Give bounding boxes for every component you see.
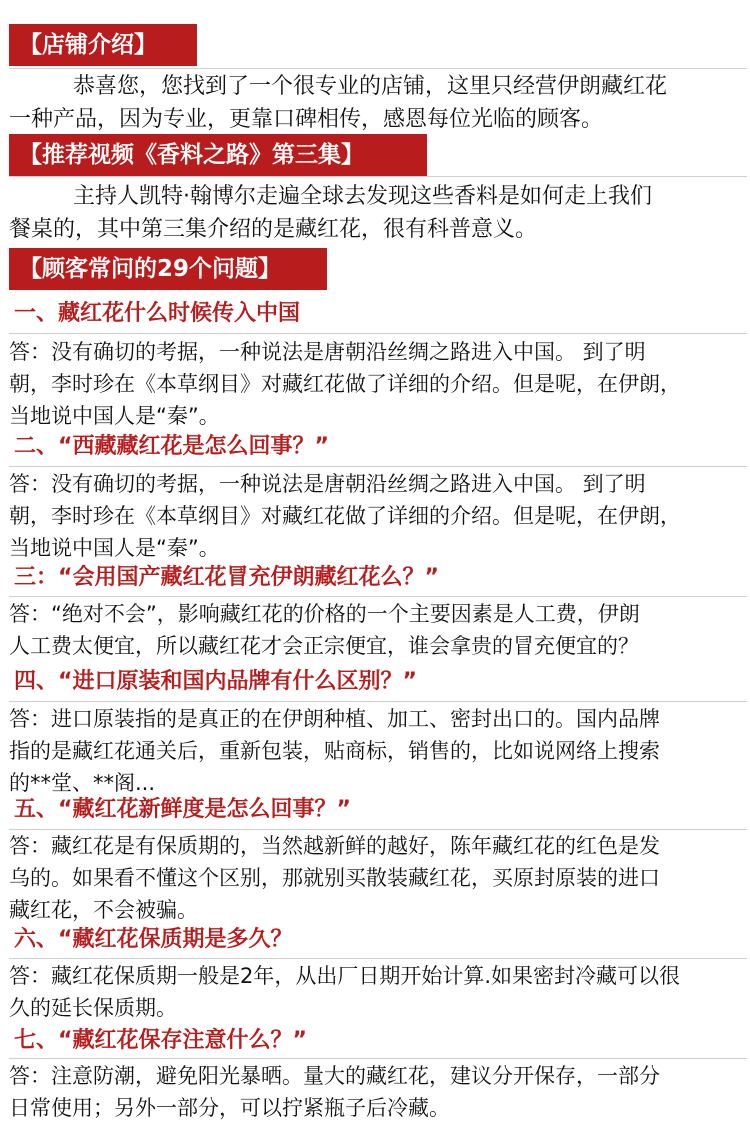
answer-line: 人工费太便宜，所以藏红花才会正宗便宜，谁会拿贵的冒充便宜的？ xyxy=(9,634,639,658)
answer-line: 朝，李时珍在《本草纲目》对藏红花做了详细的介绍。但是呢，在伊朗， xyxy=(9,504,681,528)
divider xyxy=(9,176,747,177)
shop-intro-text xyxy=(9,70,745,136)
answer-line: 答：藏红花保质期一般是2年，从出厂日期开始计算.如果密封冷藏可以很 xyxy=(9,964,681,988)
answer-line: 答：藏红花是有保质期的，当然越新鲜的越好，陈年藏红花的红色是发 xyxy=(9,834,660,858)
faq-answer-4 xyxy=(9,703,747,799)
faq-question-6: 六、“藏红花保质期是多久？ xyxy=(14,927,293,952)
answer-line: 乌的。如果看不懂这个区别，那就别买散装藏红花，买原封原装的进口 xyxy=(9,866,660,890)
video-line: 主持人凯特·翰博尔走遍全球去发现这些香料是如何走上我们 xyxy=(73,184,652,209)
faq-question-4: 四、“进口原装和国内品牌有什么区别？” xyxy=(14,669,417,694)
video-header: 【推荐视频《香料之路》第三集】 xyxy=(9,134,427,176)
faq-question-1: 一、藏红花什么时候传入中国 xyxy=(14,301,301,326)
faq-question-5: 五、“藏红花新鲜度是怎么回事？” xyxy=(14,797,351,822)
answer-line: 的**堂、**阁... xyxy=(9,771,156,795)
divider xyxy=(9,68,747,69)
faq-answer-2 xyxy=(9,468,747,564)
video-line: 餐桌的，其中第三集介绍的是藏红花，很有科普意义。 xyxy=(9,217,538,242)
faq-header: 【顾客常问的29个问题】 xyxy=(9,248,327,290)
divider xyxy=(9,466,747,467)
faq-answer-3 xyxy=(9,598,747,662)
divider xyxy=(9,958,747,959)
shop-intro-line: 恭喜您，您找到了一个很专业的店铺，这里只经营伊朗藏红花 xyxy=(73,74,668,99)
answer-line: 答：注意防潮，避免阳光暴晒。量大的藏红花，建议分开保存，一部分 xyxy=(9,1064,660,1088)
answer-line: 藏红花，不会被骗。 xyxy=(9,898,198,922)
faq-answer-6 xyxy=(9,960,747,1024)
shop-intro-header: 【店铺介绍】 xyxy=(9,24,197,66)
answer-line: 当地说中国人是“秦”。 xyxy=(9,536,220,560)
video-text xyxy=(9,180,745,246)
divider xyxy=(9,701,747,702)
faq-question-2: 二、“西藏藏红花是怎么回事？” xyxy=(14,434,329,459)
faq-question-3: 三：“会用国产藏红花冒充伊朗藏红花么？” xyxy=(14,565,439,590)
faq-answer-7 xyxy=(9,1060,747,1124)
answer-line: 朝，李时珍在《本草纲目》对藏红花做了详细的介绍。但是呢，在伊朗， xyxy=(9,372,681,396)
answer-line: 久的延长保质期。 xyxy=(9,996,177,1020)
shop-intro-line: 一种产品，因为专业，更靠口碑相传，感恩每位光临的顾客。 xyxy=(9,107,604,132)
divider xyxy=(9,596,747,597)
faq-answer-1 xyxy=(9,336,747,432)
divider xyxy=(9,333,747,334)
divider xyxy=(9,1058,747,1059)
answer-line: 答：没有确切的考据，一种说法是唐朝沿丝绸之路进入中国。 到了明 xyxy=(9,340,646,364)
faq-question-7: 七、“藏红花保存注意什么？” xyxy=(14,1028,307,1053)
answer-line: 答：“绝对不会”，影响藏红花的价格的一个主要因素是人工费，伊朗 xyxy=(9,602,640,626)
answer-line: 日常使用；另外一部分，可以拧紧瓶子后冷藏。 xyxy=(9,1096,450,1120)
faq-answer-5 xyxy=(9,830,747,926)
answer-line: 答：没有确切的考据，一种说法是唐朝沿丝绸之路进入中国。 到了明 xyxy=(9,472,646,496)
answer-line: 答：进口原装指的是真正的在伊朗种植、加工、密封出口的。国内品牌 xyxy=(9,707,660,731)
answer-line: 指的是藏红花通关后，重新包装，贴商标，销售的，比如说网络上搜索 xyxy=(9,739,660,763)
answer-line: 当地说中国人是“秦”。 xyxy=(9,404,220,428)
